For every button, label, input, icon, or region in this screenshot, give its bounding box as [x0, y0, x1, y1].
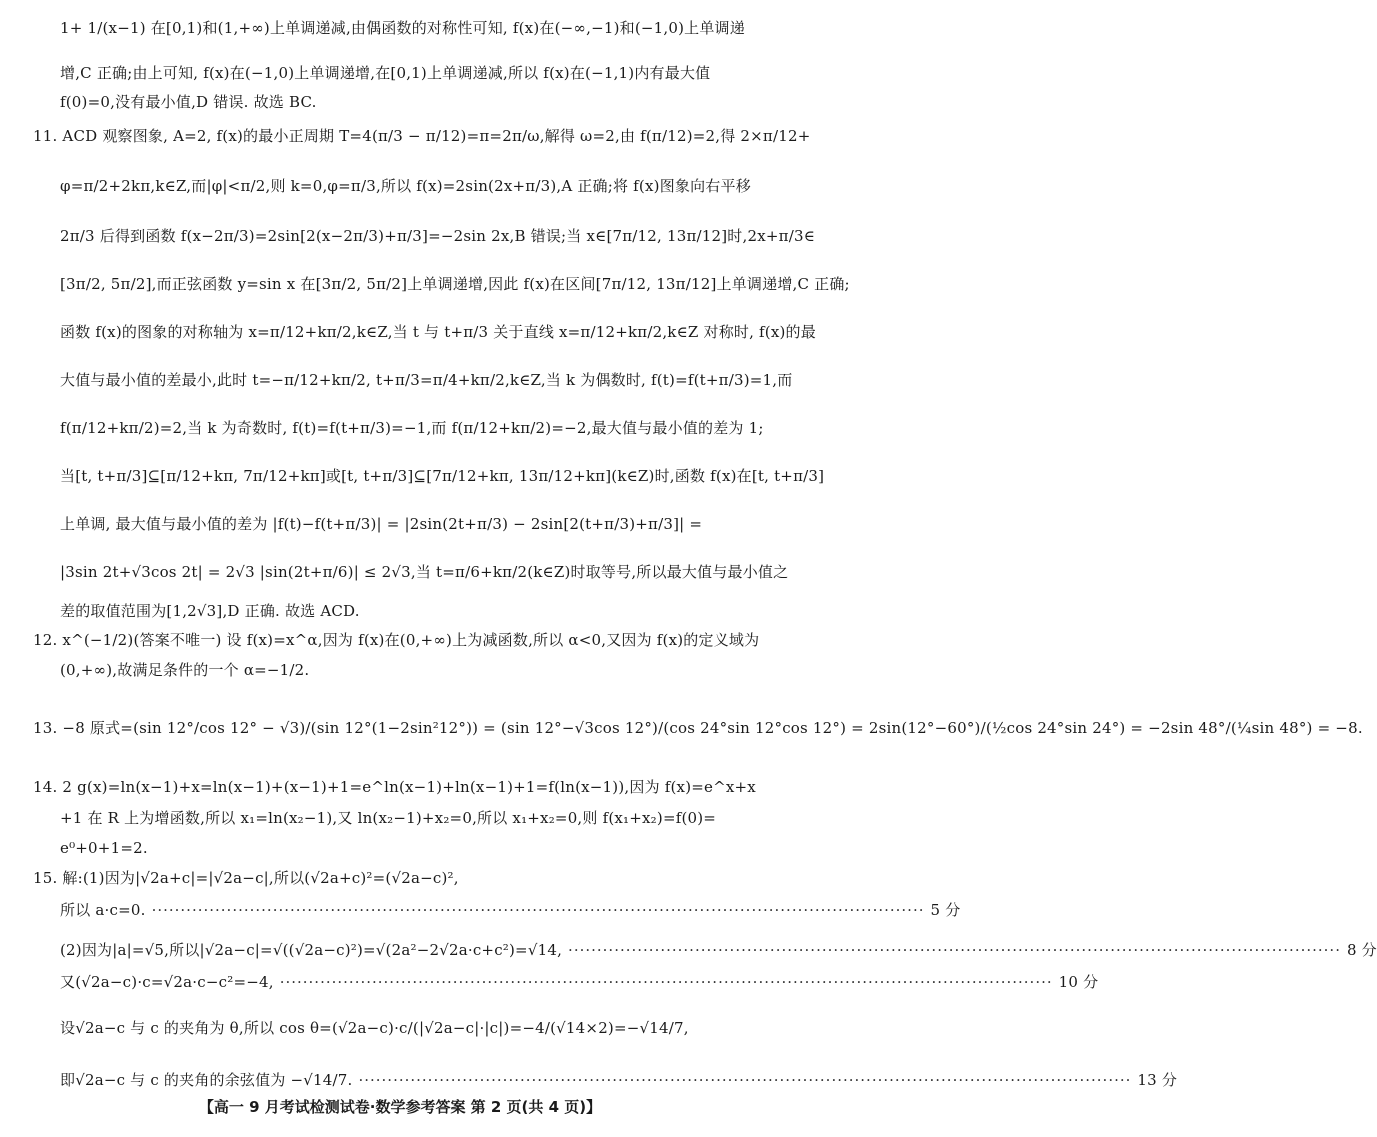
score-points: 10 分 — [1058, 973, 1099, 991]
solution-line: 函数 f(x)的图象的对称轴为 x=π/12+kπ/2,k∈Z,当 t 与 t+π/3 关于直线 x=π/12+kπ/2,k∈Z 对称时, f(x)的最 — [60, 323, 816, 341]
solution-line: φ=π/2+2kπ,k∈Z,而|φ|<π/2,则 k=0,φ=π/3,所以 f(x)=2sin(2x+π/3),A 正确;将 f(x)图象向右平移 — [60, 177, 751, 195]
solution-line: 13. −8 原式=(sin 12°/cos 12° − √3)/(sin 12°(1−2sin²12°)) = (sin 12°−√3cos 12°)/(cos 24°sin 12°cos 12°) = 2sin(12°−60°)/(½cos 24°sin 24°) = −2sin 48°/(¼sin 48°) = −8. — [33, 719, 1363, 737]
solution-line: 上单调, 最大值与最小值的差为 |f(t)−f(t+π/3)| = |2sin(2t+π/3) − 2sin[2(t+π/3)+π/3]| = — [60, 515, 703, 533]
solution-line: 增,C 正确;由上可知, f(x)在(−1,0)上单调递增,在[0,1)上单调递减,所以 f(x)在(−1,1)内有最大值 — [60, 64, 711, 82]
solution-line: e⁰+0+1=2. — [60, 839, 148, 857]
solution-line: f(π/12+kπ/2)=2,当 k 为奇数时, f(t)=f(t+π/3)=−1,而 f(π/12+kπ/2)=−2,最大值与最小值的差为 1; — [60, 419, 764, 437]
scored-line — [60, 940, 1377, 960]
solution-line: 2π/3 后得到函数 f(x−2π/3)=2sin[2(x−2π/3)+π/3]=−2sin 2x,B 错误;当 x∈[7π/12, 13π/12]时,2x+π/3∈ — [60, 227, 816, 245]
solution-line: +1 在 R 上为增函数,所以 x₁=ln(x₂−1),又 ln(x₂−1)+x₂=0,所以 x₁+x₂=0,则 f(x₁+x₂)=f(0)= — [60, 809, 717, 827]
page-footer: 【高一 9 月考试检测试卷·数学参考答案 第 2 页(共 4 页)】 — [198, 1098, 602, 1116]
leader-dots: ······································································································································ — [358, 1071, 1132, 1089]
step-text: (2)因为|a|=√5,所以|√2a−c|=√((√2a−c)²)=√(2a²−2√2a·c+c²)=√14, — [60, 941, 563, 959]
score-points: 13 分 — [1137, 1071, 1178, 1089]
score-points: 8 分 — [1346, 941, 1377, 959]
solution-line: 12. x^(−1/2)(答案不唯一) 设 f(x)=x^α,因为 f(x)在(0,+∞)上为减函数,所以 α<0,又因为 f(x)的定义域为 — [33, 631, 760, 649]
solution-line: 当[t, t+π/3]⊆[π/12+kπ, 7π/12+kπ]或[t, t+π/3]⊆[7π/12+kπ, 13π/12+kπ](k∈Z)时,函数 f(x)在[t, t+π/3] — [60, 467, 825, 485]
step-text: 即√2a−c 与 c 的夹角的余弦值为 −√14/7. — [60, 1071, 353, 1089]
solution-line: [3π/2, 5π/2],而正弦函数 y=sin x 在[3π/2, 5π/2]上单调递增,因此 f(x)在区间[7π/12, 13π/12]上单调递增,C 正确; — [60, 275, 850, 293]
scored-line — [60, 900, 961, 920]
solution-line: 15. 解:(1)因为|√2a+c|=|√2a−c|,所以(√2a+c)²=(√2a−c)², — [33, 869, 459, 887]
solution-line: (0,+∞),故满足条件的一个 α=−1/2. — [60, 661, 310, 679]
solution-line: 设√2a−c 与 c 的夹角为 θ,所以 cos θ=(√2a−c)·c/(|√2a−c|·|c|)=−4/(√14×2)=−√14/7, — [60, 1019, 689, 1037]
solution-line: 大值与最小值的差最小,此时 t=−π/12+kπ/2, t+π/3=π/4+kπ/2,k∈Z,当 k 为偶数时, f(t)=f(t+π/3)=1,而 — [60, 371, 793, 389]
score-points: 5 分 — [930, 901, 961, 919]
leader-dots: ······································································································································ — [568, 941, 1341, 959]
solution-line: f(0)=0,没有最小值,D 错误. 故选 BC. — [60, 93, 317, 111]
step-text: 所以 a·c=0. — [60, 901, 146, 919]
step-text: 又(√2a−c)·c=√2a·c−c²=−4, — [60, 973, 274, 991]
solution-line: 11. ACD 观察图象, A=2, f(x)的最小正周期 T=4(π/3 − π/12)=π=2π/ω,解得 ω=2,由 f(π/12)=2,得 2×π/12+ — [33, 127, 811, 145]
solution-line: 差的取值范围为[1,2√3],D 正确. 故选 ACD. — [60, 602, 360, 620]
scored-line — [60, 1070, 1178, 1090]
solution-line: 14. 2 g(x)=ln(x−1)+x=ln(x−1)+(x−1)+1=e^ln(x−1)+ln(x−1)+1=f(ln(x−1)),因为 f(x)=e^x+x — [33, 778, 756, 796]
solution-line: |3sin 2t+√3cos 2t| = 2√3 |sin(2t+π/6)| ≤ 2√3,当 t=π/6+kπ/2(k∈Z)时取等号,所以最大值与最小值之 — [60, 563, 789, 581]
solution-line: 1+ 1/(x−1) 在[0,1)和(1,+∞)上单调递减,由偶函数的对称性可知, f(x)在(−∞,−1)和(−1,0)上单调递 — [60, 19, 745, 37]
leader-dots: ······································································································································ — [151, 901, 925, 919]
scored-line — [60, 972, 1099, 992]
leader-dots: ······································································································································ — [279, 973, 1053, 991]
